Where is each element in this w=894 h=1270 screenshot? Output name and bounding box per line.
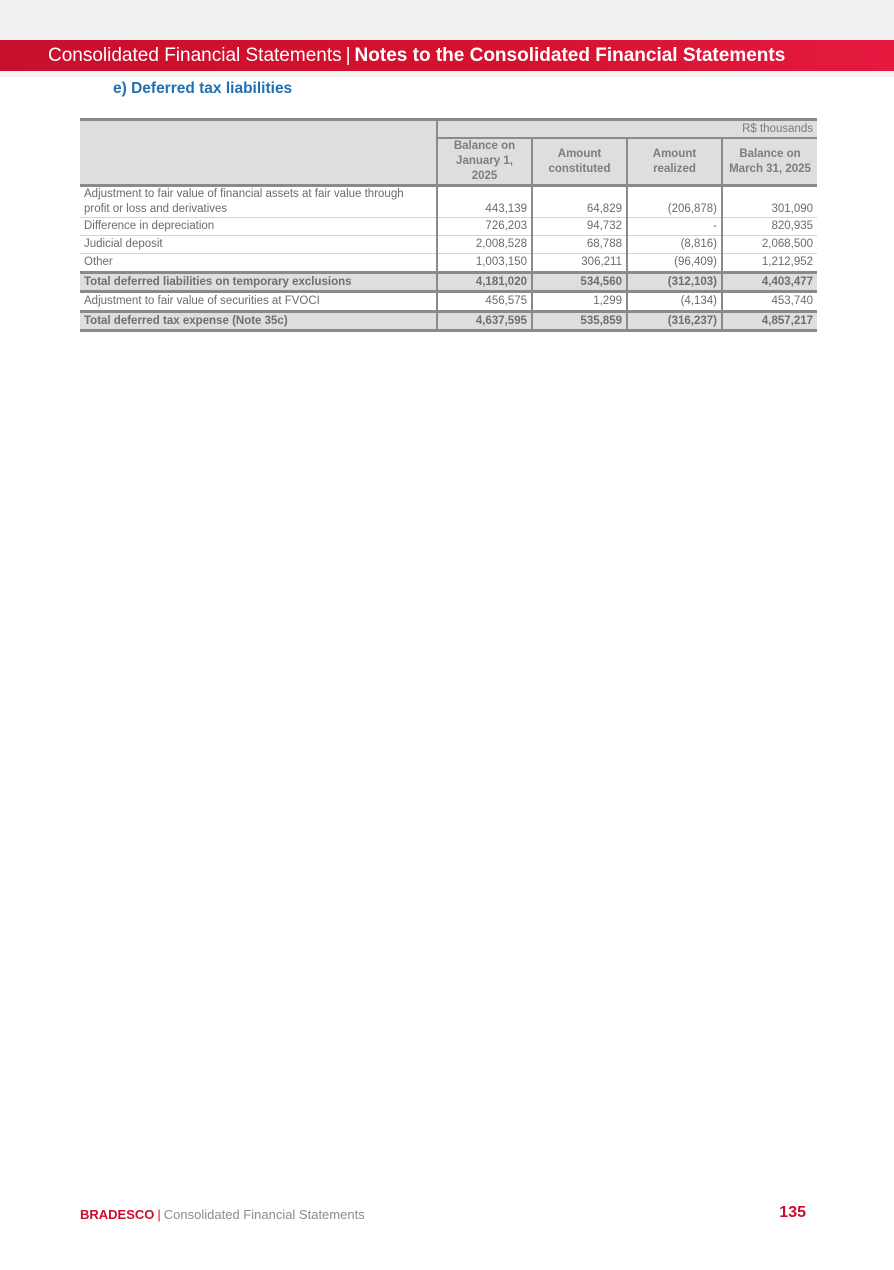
cell-value: 534,560: [532, 273, 627, 292]
table-row: [80, 292, 817, 312]
column-header: Amount realized: [627, 138, 722, 186]
cell-value: 820,935: [722, 218, 817, 236]
cell-value: 4,181,020: [437, 273, 532, 292]
row-label: Other: [80, 254, 437, 273]
row-label: Adjustment to fair value of financial assets at fair value through profit or loss and derivatives: [80, 186, 437, 218]
table-row: [80, 186, 817, 218]
cell-value: 64,829: [532, 186, 627, 218]
cell-value: 4,637,595: [437, 312, 532, 331]
row-label: Judicial deposit: [80, 236, 437, 254]
page-header-banner: [0, 40, 894, 71]
cell-value: 4,857,217: [722, 312, 817, 331]
cell-value: (4,134): [627, 292, 722, 312]
cell-value: 301,090: [722, 186, 817, 218]
table-row: [80, 218, 817, 236]
cell-value: 453,740: [722, 292, 817, 312]
header-title-left: Consolidated Financial Statements: [48, 45, 342, 66]
table-unit-row: [80, 120, 817, 139]
table-row: [80, 254, 817, 273]
cell-value: 68,788: [532, 236, 627, 254]
table-row: [80, 236, 817, 254]
column-header: Balance on March 31, 2025: [722, 138, 817, 186]
cell-value: (316,237): [627, 312, 722, 331]
table-total-row: [80, 312, 817, 331]
cell-value: 456,575: [437, 292, 532, 312]
cell-value: (206,878): [627, 186, 722, 218]
cell-value: (8,816): [627, 236, 722, 254]
cell-value: 443,139: [437, 186, 532, 218]
cell-value: 306,211: [532, 254, 627, 273]
top-strip: [0, 0, 894, 40]
cell-value: (96,409): [627, 254, 722, 273]
cell-value: -: [627, 218, 722, 236]
cell-value: 726,203: [437, 218, 532, 236]
column-header: Balance on January 1, 2025: [437, 138, 532, 186]
table-label-header: [80, 120, 437, 186]
cell-value: 94,732: [532, 218, 627, 236]
page-footer: [80, 1207, 365, 1222]
header-underline: [0, 71, 894, 77]
cell-value: 1,212,952: [722, 254, 817, 273]
row-label: Total deferred liabilities on temporary exclusions: [80, 273, 437, 292]
header-title-right: Notes to the Consolidated Financial Statements: [354, 45, 786, 66]
table-total-row: [80, 273, 817, 292]
footer-separator: |: [157, 1207, 161, 1222]
cell-value: 535,859: [532, 312, 627, 331]
header-separator: |: [345, 45, 351, 66]
page-number: 135: [779, 1204, 806, 1221]
cell-value: 4,403,477: [722, 273, 817, 292]
cell-value: (312,103): [627, 273, 722, 292]
row-label: Adjustment to fair value of securities at FVOCI: [80, 292, 437, 312]
cell-value: 1,299: [532, 292, 627, 312]
cell-value: 1,003,150: [437, 254, 532, 273]
row-label: Total deferred tax expense (Note 35c): [80, 312, 437, 331]
table-unit-label: R$ thousands: [437, 120, 817, 139]
footer-brand-name: BRADESCO: [80, 1207, 155, 1222]
footer-document-title: Consolidated Financial Statements: [163, 1207, 365, 1222]
deferred-tax-liabilities-table: [80, 118, 817, 332]
cell-value: 2,008,528: [437, 236, 532, 254]
cell-value: 2,068,500: [722, 236, 817, 254]
section-title: e) Deferred tax liabilities: [113, 80, 293, 97]
column-header: Amount constituted: [532, 138, 627, 186]
row-label: Difference in depreciation: [80, 218, 437, 236]
